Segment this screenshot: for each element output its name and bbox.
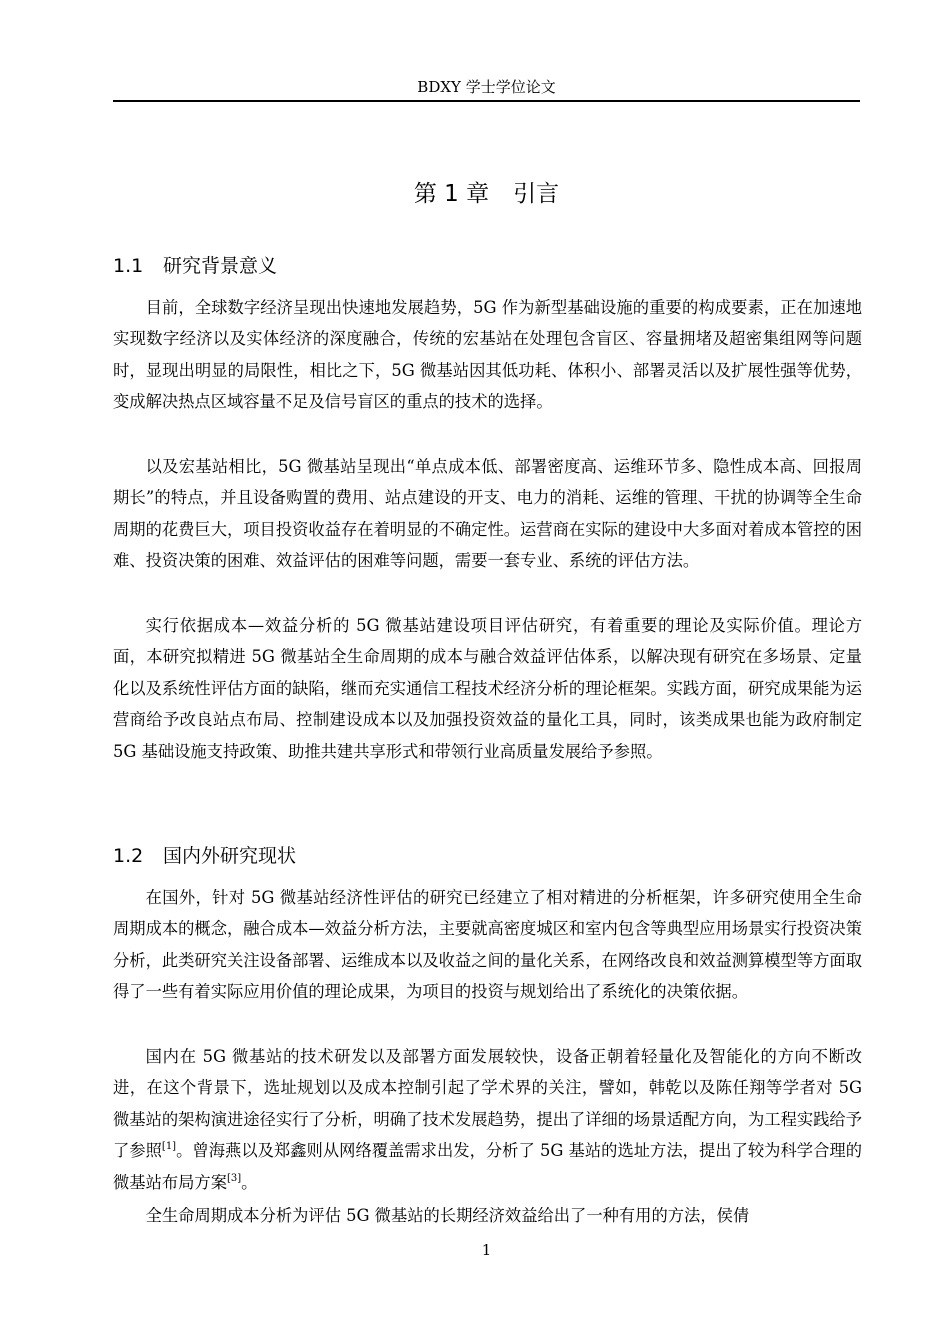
citation-ref: [3] bbox=[226, 1172, 242, 1184]
section-title: 研究背景意义 bbox=[163, 255, 278, 277]
paragraph-text: 。 bbox=[241, 1172, 258, 1192]
paragraph: 在国外，针对 5G 微基站经济性评估的研究已经建立了相对精进的分析框架，许多研究使用全生命周期成本的概念，融合成本—效益分析方法，主要就高密度城区和室内包含等典型应用场景实行投资决策分析，此类研究关注设备部署、运维成本以及收益之间的量化关系，在网络改良和效益测算模型等方面取得了一些有着实际应用价值的理论成果，为项目的投资与规划给出了系统化的决策依据。 bbox=[113, 888, 862, 1002]
section-number: 1.2 bbox=[113, 845, 144, 867]
section-number: 1.1 bbox=[113, 255, 144, 277]
chapter-heading bbox=[113, 178, 860, 210]
paragraph-text: 国内在 5G 微基站的技术研发以及部署方面发展较快，设备正朝着轻量化及智能化的方向不断改进，在这个背景下，选址规划以及成本控制引起了学术界的关注，譬如，韩乾以及陈任翔等学者对 5G 微基站的架构演进途径实行了分析，明确了技术发展趋势，提出了详细的场景适配方向，为工程实践给予了参照 bbox=[113, 1047, 862, 1161]
paragraph: 全生命周期成本分析为评估 5G 微基站的长期经济效益给出了一种有用的方法，侯倩 bbox=[145, 1206, 750, 1225]
section-title: 国内外研究现状 bbox=[163, 845, 297, 867]
running-header: BDXY 学士学位论文 bbox=[417, 78, 556, 96]
section-heading-1-2 bbox=[113, 842, 860, 870]
chapter-title: 引言 bbox=[513, 181, 560, 207]
chapter-number: 第 1 章 bbox=[413, 181, 490, 207]
page-number: 1 bbox=[481, 1241, 492, 1259]
paragraph-text: 。曾海燕以及郑鑫则从网络覆盖需求出发，分析了 5G 基站的选址方法，提出了较为科学合理的微基站布局方案 bbox=[113, 1141, 862, 1192]
paragraph: 实行依据成本—效益分析的 5G 微基站建设项目评估研究，有着重要的理论及实际价值。理论方面，本研究拟精进 5G 微基站全生命周期的成本与融合效益评估体系，以解决现有研究在多场景、定量化以及系统性评估方面的缺陷，继而充实通信工程技术经济分析的理论框架。实践方面，研究成果能为运营商给予改良站点布局、控制建设成本以及加强投资效益的量化工具，同时，该类成果也能为政府制定 5G 基础设施支持政策、助推共建共享形式和带领行业高质量发展给予参照。 bbox=[113, 616, 862, 761]
paragraph bbox=[113, 1041, 862, 1198]
header-rule bbox=[113, 100, 860, 102]
section-heading-1-1 bbox=[113, 252, 860, 280]
paragraph: 以及宏基站相比，5G 微基站呈现出“单点成本低、部署密度高、运维环节多、隐性成本高、回报周期长”的特点，并且设备购置的费用、站点建设的开支、电力的消耗、运维的管理、干扰的协调等全生命周期的花费巨大，项目投资收益存在着明显的不确定性。运营商在实际的建设中大多面对着成本管控的困难、投资决策的困难、效益评估的困难等问题，需要一套专业、系统的评估方法。 bbox=[113, 457, 862, 571]
paragraph: 目前，全球数字经济呈现出快速地发展趋势，5G 作为新型基础设施的重要的构成要素，正在加速地实现数字经济以及实体经济的深度融合，传统的宏基站在处理包含盲区、容量拥堵及超密集组网等问题时，显现出明显的局限性，相比之下，5G 微基站因其低功耗、体积小、部署灵活以及扩展性强等优势，变成解决热点区域容量不足及信号盲区的重点的技术的选择。 bbox=[113, 298, 862, 412]
citation-ref: [1] bbox=[161, 1141, 177, 1153]
